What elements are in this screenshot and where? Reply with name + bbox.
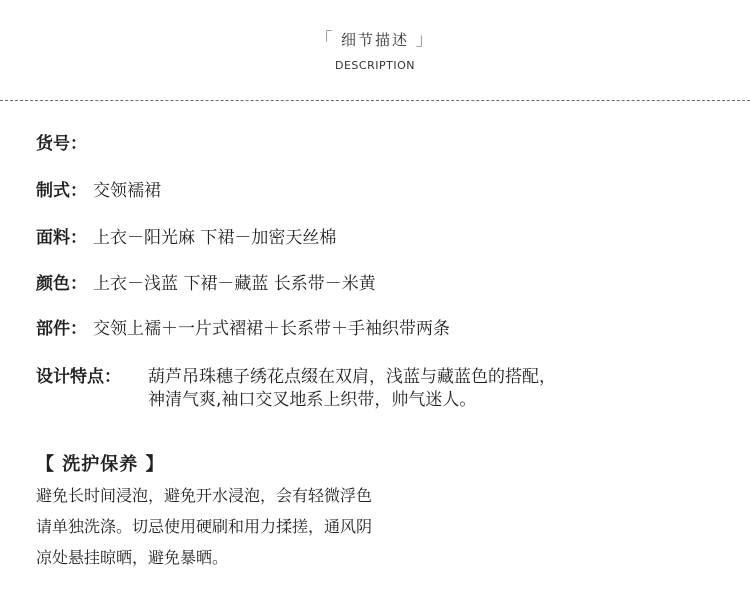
design-features-label: 设计特点： [36,367,121,387]
color-label: 颜色： [36,274,87,294]
section-title [0,25,750,50]
design-features-value [148,366,556,412]
item-number-row [36,133,93,155]
care-instruction-line: 请单独洗涤。切忌使用硬刷和用力揉搓，通风阴 [36,517,373,536]
design-features-line: 神清气爽,袖口交叉地系上织带，帅气迷人。 [148,390,477,410]
style-label: 制式： [36,181,87,201]
color-row [36,273,376,295]
title-text: 细节描述 [340,31,409,49]
fabric-value: 上衣－阳光麻 下裙－加密天丝棉 [93,228,337,248]
parts-label: 部件： [36,319,87,339]
style-value: 交领襦裙 [93,181,161,201]
title-bracket-right: 」 [415,30,435,50]
dashed-divider [0,100,750,101]
color-value: 上衣－浅蓝 下裙－藏蓝 长系带－米黄 [93,274,376,294]
parts-value: 交领上襦＋一片式褶裙＋长系带＋手袖织带两条 [93,319,450,339]
title-bracket-left: 「 [315,30,335,50]
care-instruction-line: 避免长时间浸泡，避免开水浸泡，会有轻微浮色 [36,486,373,505]
fabric-label: 面料： [36,228,87,248]
care-instruction-line: 凉处悬挂晾晒，避免暴晒。 [36,548,229,567]
section-subtitle: DESCRIPTION [335,59,415,72]
item-number-label: 货号： [36,134,87,154]
design-features-line: 葫芦吊珠穗子绣花点缀在双肩，浅蓝与藏蓝色的搭配， [148,367,556,387]
fabric-row [36,227,336,249]
style-row [36,180,161,202]
parts-row [36,318,450,340]
care-section-title: 【 洗护保养 】 [36,454,165,475]
